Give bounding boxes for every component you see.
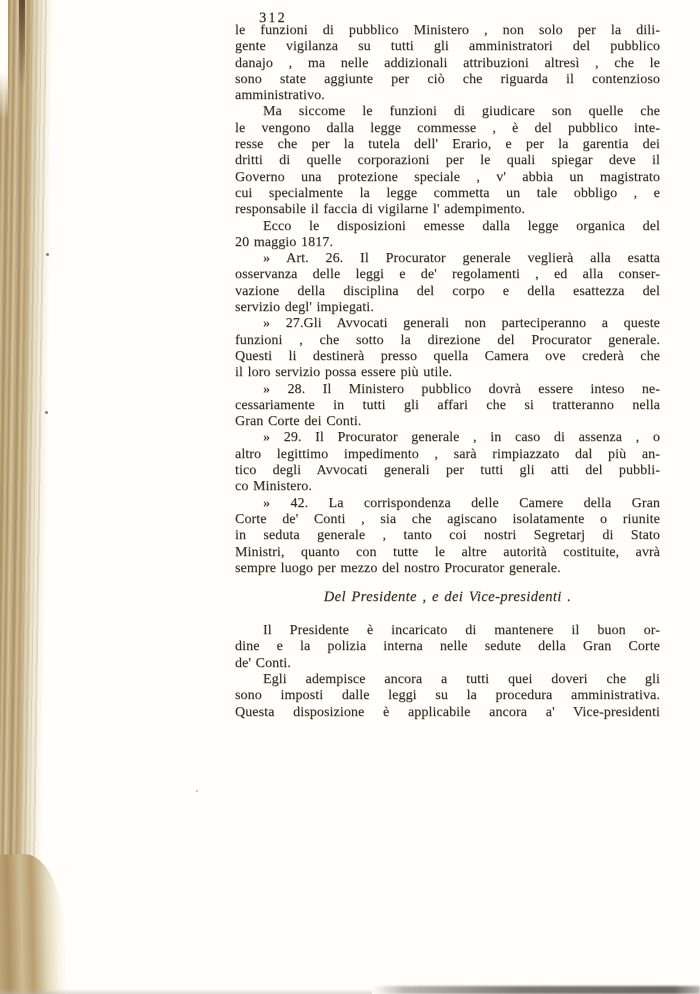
text-line: Ministri, quanto con tutte le altre autorità costituite, avrà (235, 544, 660, 560)
book-edge-grain-texture (0, 0, 50, 994)
text-line: » 28. Il Ministero pubblico dovrà essere inteso ne- (263, 381, 660, 397)
text-line: » Art. 26. Il Procurator generale veglierà alla esatta (263, 251, 660, 267)
paragraph (235, 496, 660, 577)
text-line: sono imposti dalle leggi su la procedura amministrativa. (235, 688, 660, 704)
text-line: osservanza delle leggi e de' regolamenti , ed alla conser- (235, 267, 660, 283)
text-line: 20 maggio 1817. (235, 234, 333, 250)
text-line: de' Conti. (235, 655, 291, 671)
text-line: dritti di quelle corporazioni per le quali spiegar deve il (235, 153, 660, 169)
text-line: amministrativo. (235, 88, 325, 104)
text-line: co Ministero. (235, 479, 312, 495)
text-line: gente vigilanza su tutti gli amministratori del pubblico (235, 39, 660, 55)
book-edge-bottom-curve (0, 853, 68, 994)
text-line: Gran Corte dei Conti. (235, 414, 362, 430)
scan-bottom-shadow-left (0, 989, 372, 994)
ink-speck (196, 790, 198, 792)
text-line: vazione della disciplina del corpo e della esattezza del (235, 283, 660, 299)
text-line: altro legittimo impedimento , sarà rimpiazzato dal più an- (235, 446, 660, 462)
page-number: 312 (259, 10, 287, 26)
ink-speck (45, 411, 48, 414)
paragraph (235, 623, 660, 672)
text-column (235, 23, 660, 721)
text-line: Ecco le disposizioni emesse dalla legge organica del (263, 218, 660, 234)
text-line: » 42. La corrispondenza delle Camere della Gran (263, 495, 660, 511)
text-line: Il Presidente è incaricato di mantenere il buon or- (263, 623, 660, 639)
text-line: Questi li destinerà presso quella Camera ove crederà che (235, 348, 660, 364)
book-edge-top-highlight (0, 0, 8, 120)
text-line: in seduta generale , tanto coi nostri Segretarj di Stato (235, 528, 660, 544)
text-line: funzioni , che sotto la direzione del Procurator generale. (235, 332, 660, 348)
paragraph (235, 316, 660, 381)
text-line: cessariamente in tutti gli affari che si tratteranno nella (235, 397, 660, 413)
text-line: tico degli Avvocati generali per tutti gli atti del pubbli- (235, 463, 660, 479)
text-line: Governo una protezione speciale , v' abbia un magistrato (235, 169, 660, 185)
text-line: servizio degl' impiegati. (235, 300, 374, 316)
section-heading: Del Presidente , e dei Vice-presidenti . (323, 589, 572, 606)
text-line: cui specialmente la legge commetta un tale obbligo , e (235, 185, 660, 201)
text-line: sono state aggiunte per ciò che riguarda il contenzioso (235, 71, 660, 87)
text-line: » 29. Il Procurator generale , in caso di assenza , o (263, 430, 660, 446)
text-line: Corte de' Conti , sia che agiscano isolatamente o riunite (235, 511, 660, 527)
paragraph (235, 430, 660, 495)
text-line: sempre luogo per mezzo del nostro Procurator generale. (235, 560, 561, 576)
ink-speck (46, 253, 49, 256)
text-line: danajo , ma nelle addizionali attribuzioni altresì , che le (235, 55, 660, 71)
paragraph (235, 104, 660, 218)
paragraph (235, 251, 660, 316)
text-line: responsabile il faccia di vigilarne l' adempimento. (235, 202, 526, 218)
paragraph (235, 23, 660, 104)
text-line: Egli adempisce ancora a tutti quei doveri che gli (263, 671, 660, 687)
text-line: resse che per la tutela dell' Erario, e per la garentia dei (235, 137, 660, 153)
paragraph (235, 219, 660, 252)
paragraph (235, 672, 660, 721)
scan-bottom-shadow (372, 986, 700, 994)
text-line: » 27.Gli Avvocati generali non parteciperanno a queste (263, 316, 660, 332)
text-line: Questa disposizione è applicabile ancora a' Vice-presidenti (235, 704, 660, 720)
book-edge-dark-streak (19, 0, 25, 90)
text-line: dine e la polizia interna nelle sedute della Gran Corte (235, 639, 660, 655)
text-line: le vengono dalla legge commesse , è del pubblico inte- (235, 120, 660, 136)
text-line: le funzioni di pubblico Ministero , non solo per la dili- (235, 23, 660, 38)
text-line: il loro servizio possa essere più utile. (235, 365, 453, 381)
text-line: Ma siccome le funzioni di giudicare son quelle che (263, 104, 660, 120)
paragraph (235, 382, 660, 431)
